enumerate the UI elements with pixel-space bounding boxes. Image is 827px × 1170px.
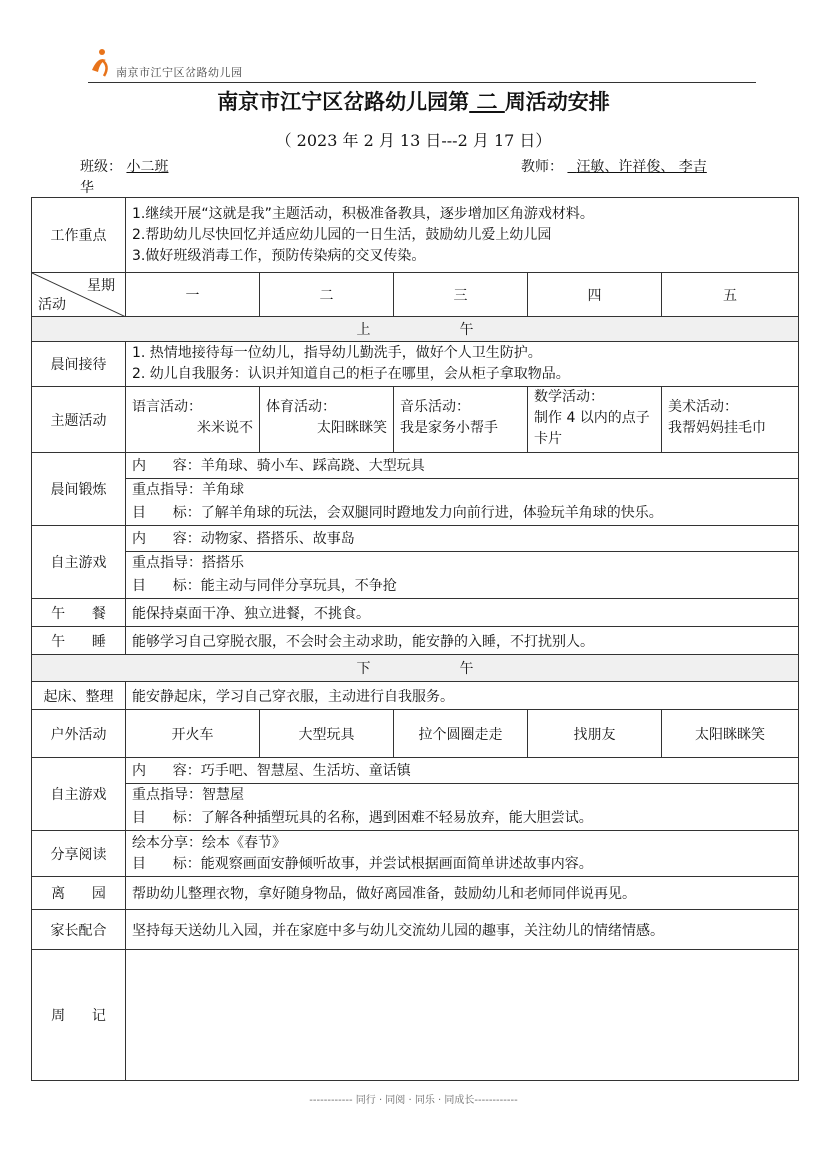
day-header: 四 [528,273,662,317]
day-header: 五 [662,273,799,317]
weekly-notes-content [126,950,799,1081]
outdoor-row [32,710,799,758]
free-play-line: 重点指导：搭搭乐 [126,551,798,575]
reception-item: 2. 幼儿自我服务：认识并知道自己的柜子在哪里，会从柜子拿取物品。 [132,366,570,382]
outdoor-activity: 拉个圆圈走走 [394,710,528,758]
theme-cell [528,387,662,453]
header-week-label: 星期 [87,278,115,294]
free-play-line: 目 标：了解各种插塑玩具的名称，遇到困难不轻易放弃，能大胆尝试。 [132,810,593,826]
reception-item: 1. 热情地接待每一位幼儿，指导幼儿勤洗手，做好个人卫生防护。 [132,345,542,361]
teacher-value-cont: 华 [80,177,154,198]
lunch-content: 能保持桌面干净、独立进餐，不挑食。 [126,599,799,627]
free-play-line: 内 容：动物家、搭搭乐、故事岛 [132,531,355,547]
reading-label: 分享阅读 [32,831,126,877]
free-play-line: 重点指导：智慧屋 [126,783,798,807]
class-label: 班级： [80,159,122,175]
days-header-row [32,273,799,317]
wake-content: 能安静起床，学习自己穿衣服，主动进行自我服务。 [126,682,799,710]
logo-mark-icon [88,46,114,78]
work-focus-item: 2.帮助幼儿尽快回忆并适应幼儿园的一日生活，鼓励幼儿爱上幼儿园 [132,226,552,243]
morning-exercise-content [126,453,799,526]
nap-label: 午 睡 [32,627,126,655]
morning-exercise-row [32,453,799,526]
theme-cell [394,387,528,453]
header-activity-label: 活动 [38,297,66,313]
day-header: 二 [260,273,394,317]
day-header: 一 [126,273,260,317]
work-focus-content [126,198,799,273]
parent-label: 家长配合 [32,910,126,950]
pm-band: 下 午 [32,655,799,682]
kindergarten-logo [88,46,248,80]
class-value: 小二班 [126,159,169,175]
work-focus-label: 工作重点 [32,198,126,273]
morning-exercise-label: 晨间锻炼 [32,453,126,526]
exercise-line: 重点指导：羊角球 [126,478,798,502]
morning-reception-content [126,342,799,387]
parent-row [32,910,799,950]
free-play-line: 内 容：巧手吧、智慧屋、生活坊、童话镇 [132,763,411,779]
teacher-info [521,156,761,176]
free-play-line: 目 标：能主动与同伴分享玩具，不争抢 [132,578,397,594]
free-play-pm-content [126,758,799,831]
free-play-pm-row [32,758,799,831]
lunch-row [32,599,799,627]
class-info [80,156,168,176]
nap-content: 能够学习自己穿脱衣服，不会时会主动求助，能安静的入睡，不打扰别人。 [126,627,799,655]
theme-type: 体育活动： [266,399,336,415]
outdoor-activity: 开火车 [126,710,260,758]
am-band-row [32,317,799,342]
leave-row [32,877,799,910]
theme-activity-label: 主题活动 [32,387,126,453]
morning-reception-row [32,342,799,387]
leave-content: 帮助幼儿整理衣物，拿好随身物品，做好离园准备，鼓励幼儿和老师同伴说再见。 [126,877,799,910]
logo-text: 南京市江宁区岔路幼儿园 [116,66,243,79]
free-play-am-label: 自主游戏 [32,526,126,599]
exercise-line: 目 标：了解羊角球的玩法，会双腿同时蹬地发力向前行进，体验玩羊角球的快乐。 [132,505,663,521]
title-prefix: 南京市江宁区岔路幼儿园第 [217,89,470,114]
day-header: 三 [394,273,528,317]
theme-type: 数学活动： [534,389,604,405]
teacher-label: 教师： [521,159,563,175]
lunch-label: 午 餐 [32,599,126,627]
outdoor-label: 户外活动 [32,710,126,758]
free-play-am-row [32,526,799,599]
free-play-pm-label: 自主游戏 [32,758,126,831]
theme-type: 音乐活动： [400,399,470,415]
am-band: 上 午 [32,317,799,342]
reading-row [32,831,799,877]
nap-row [32,627,799,655]
theme-name: 制作 4 以内的点子卡片 [534,410,650,447]
teacher-value: 汪敏、许祥俊、 李吉 [576,159,707,175]
free-play-am-content [126,526,799,599]
outdoor-activity: 找朋友 [528,710,662,758]
weekly-notes-label: 周 记 [32,950,126,1081]
weekly-schedule-table [31,197,799,1081]
teacher-info-continued [80,177,154,198]
theme-type: 美术活动： [668,399,738,415]
reading-line: 绘本分享：绘本《春节》 [132,834,286,851]
date-range: （ 2023 年 2 月 13 日---2 月 17 日） [275,131,552,150]
pm-band-row [32,655,799,682]
morning-reception-label: 晨间接待 [32,342,126,387]
week-activity-header [32,273,126,317]
theme-cell [126,387,260,453]
work-focus-item: 3.做好班级消毒工作，预防传染病的交叉传染。 [132,247,426,264]
theme-activity-row [32,387,799,453]
parent-content: 坚持每天送幼儿入园，并在家庭中多与幼儿交流幼儿园的趣事，关注幼儿的情绪情感。 [126,910,799,950]
page-title [0,86,827,116]
reading-line: 目 标：能观察画面安静倾听故事，并尝试根据画面简单讲述故事内容。 [132,855,593,872]
page-footer: ------------ 同行 · 同阅 · 同乐 · 同成长------------ [309,1095,518,1106]
theme-type: 语言活动： [132,399,202,415]
theme-cell [260,387,394,453]
work-focus-row [32,198,799,273]
wake-label: 起床、整理 [32,682,126,710]
title-suffix: 周活动安排 [504,89,610,114]
weekly-notes-row [32,950,799,1081]
theme-name: 我是家务小帮手 [400,420,498,436]
leave-label: 离 园 [32,877,126,910]
reading-content [126,831,799,877]
title-week: 二 [476,89,498,114]
theme-name: 米米说不 [197,420,253,436]
outdoor-activity: 太阳眯眯笑 [662,710,799,758]
theme-name: 太阳眯眯笑 [317,420,387,436]
outdoor-activity: 大型玩具 [260,710,394,758]
theme-name: 我帮妈妈挂毛巾 [668,420,766,436]
theme-cell [662,387,799,453]
wake-row [32,682,799,710]
header-divider [88,82,756,83]
work-focus-item: 1.继续开展“这就是我”主题活动，积极准备教具，逐步增加区角游戏材料。 [132,205,594,222]
exercise-line: 内 容：羊角球、骑小车、踩高跷、大型玩具 [132,458,425,474]
